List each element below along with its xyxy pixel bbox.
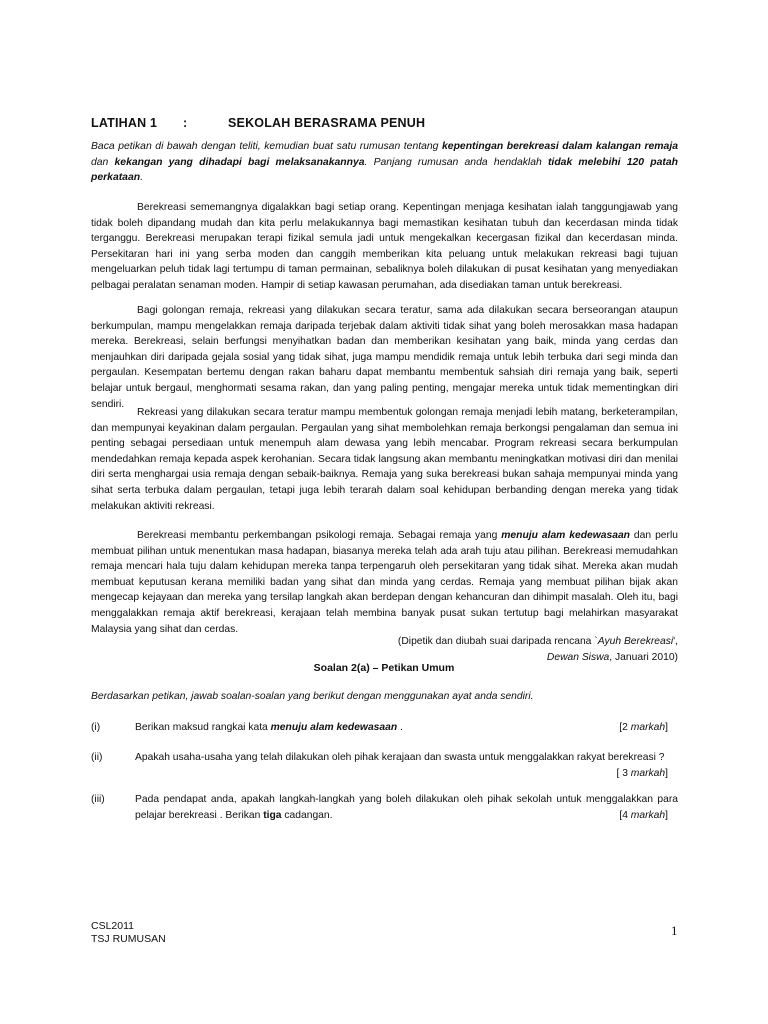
paragraph-2-text: Bagi golongan remaja, rekreasi yang dilakukan secara teratur, sama ada dilakukan secara berseorangan ataupun berkumpulan, mampu mengelakkan remaja daripada terjebak dalam aktiviti tidak sihat yang boleh merosakkan masa hadapan mereka. Berekreasi, selain berfungsi menyihatkan badan dan memberikan kesihatan yang baik, minda yang cerdas dan menjauhkan diri daripada gejala sosial yang tidak sihat, juga mampu mendidik remaja untuk lebih terbuka dari segi minda dan pergaulan. Kesempatan bertemu dengan rakan baharu dapat membantu membentuk sahsiah diri remaja yang baik, seperti belajar untuk bergaul, menghormati sesama rakan, dan yang paling penting, mengajar mereka untuk tidak mementingkan diri sendiri. <box>91 305 678 410</box>
citation-text-1: (Dipetik dan diubah suai daripada rencana ` <box>397 636 598 647</box>
question-text <box>135 792 678 824</box>
title-colon: : <box>183 116 188 130</box>
question-section-heading: Soalan 2(a) – Petikan Umum <box>313 662 455 674</box>
marks-label: markah <box>630 722 666 733</box>
citation-date: , Januari 2010) <box>609 651 678 663</box>
footer-label: TSJ RUMUSAN <box>91 932 166 945</box>
page-footer <box>91 920 166 945</box>
question-number: (iii) <box>91 794 105 805</box>
intro-emphasis-2: kekangan yang dihadapi bagi melaksanakannya <box>114 156 365 168</box>
question-text: Apakah usaha-usaha yang telah dilakukan oleh pihak kerajaan dan swasta untuk menggalakkan rakyat berekreasi ? <box>135 752 665 763</box>
question-emphasis: menuju alam kedewasaan <box>270 722 398 733</box>
citation-magazine: Dewan Siswa <box>546 651 610 663</box>
page-number: 1 <box>671 923 678 938</box>
question-marks <box>619 808 668 824</box>
question-text-part: Pada pendapat anda, apakah langkah-langkah yang boleh dilakukan oleh pihak sekolah untuk menggalakkan para pelajar berekreasi . Berikan <box>135 794 678 821</box>
marks-number: 3 <box>619 768 631 779</box>
paragraph-1-text: Berekreasi sememangnya digalakkan bagi setiap orang. Kepentingan menjaga kesihatan ialah tanggungjawab yang tidak boleh dipandang mudah dan kita perlu melakukannya bagi memastikan kesihatan tubuh dan kecerdasan minda tidak terganggu. Berekreasi merupakan terapi fizikal semula jadi untuk mengekalkan kecergasan fizikal dan kecerdasan minda. Persekitaran hari ini yang serba moden dan canggih memberikan kita peluang untuk melakukan rekreasi bagi tujuan mengeluarkan peluh tidak lagi tertumpu di taman permainan, sebaliknya boleh dilakukan di pusat kesihatan yang menyediakan pelbagai peralatan senaman moden. Hampir di setiap kawasan perumahan, ada disediakan taman untuk berekreasi. <box>91 202 678 291</box>
passage-paragraph-4 <box>91 528 678 637</box>
marks-number: 4 <box>622 810 631 821</box>
passage-paragraph-3 <box>91 405 678 514</box>
marks-bracket: ] <box>665 768 668 779</box>
marks-label: markah <box>630 810 666 821</box>
paragraph-4-text-a: Berekreasi membantu perkembangan psikologi remaja. Sebagai remaja yang <box>137 530 502 541</box>
question-instruction: Berdasarkan petikan, jawab soalan-soalan yang berikut dengan menggunakan ayat anda sendiri. <box>91 691 534 702</box>
marks-bracket: ] <box>665 722 668 733</box>
marks-bracket: [ <box>616 768 620 779</box>
exercise-number: LATIHAN 1 <box>91 116 158 130</box>
citation-article-title: Ayuh Berekreasi <box>597 636 674 647</box>
intro-text-2: dan <box>91 156 115 168</box>
citation-text-2: ', <box>673 636 678 647</box>
question-emphasis: tiga <box>263 810 282 821</box>
question-number: (ii) <box>91 752 103 763</box>
paragraph-3-text: Rekreasi yang dilakukan secara teratur mampu membentuk golongan remaja menjadi lebih matang, berketerampilan, dan mempunyai keyakinan dalam pergaulan. Pergaulan yang sihat membolehkan remaja berkongsi pengalaman dan semua ini penting sebagai persediaan untuk menempuh alam dewasa yang lebih mencabar. Program rekreasi secara berkumpulan mendedahkan remaja kepada aspek kerohanian. Secara tidak langsung akan membantu meningkatkan motivasi diri dan menilai diri serta menghargai usia remaja dengan sebaik-baiknya. Remaja yang suka berekreasi bukan sahaja mempunyai minda yang sihat serta terbuka dalam pergaulan, tetapi juga lebih terarah dalam soal kehidupan berbanding dengan mereka yang tidak melakukan aktiviti rekreasi. <box>91 407 678 512</box>
paragraph-4-emphasis: menuju alam kedewasaan <box>501 530 630 541</box>
marks-bracket: ] <box>665 810 668 821</box>
question-text-part: Berikan maksud rangkai kata <box>135 722 271 733</box>
question-text-part: cadangan. <box>281 810 333 821</box>
intro-text-4: . <box>140 172 143 183</box>
question-text <box>135 720 637 736</box>
school-name: SEKOLAH BERASRAMA PENUH <box>228 116 426 130</box>
intro-text-1: Baca petikan di bawah dengan teliti, kemudian buat satu rumusan tentang <box>91 141 443 152</box>
question-marks <box>619 720 668 736</box>
marks-bracket: [ <box>619 722 623 733</box>
question-marks <box>616 766 668 782</box>
passage-paragraph-1 <box>91 200 678 294</box>
citation-line-1 <box>258 634 678 650</box>
passage-paragraph-2 <box>91 303 678 412</box>
source-citation <box>258 634 678 665</box>
marks-label: markah <box>630 768 666 779</box>
intro-emphasis-1: kepentingan berekreasi dalam kalangan remaja <box>442 141 678 152</box>
question-number: (i) <box>91 722 101 733</box>
intro-text-3: . Panjang rumusan anda hendaklah <box>364 156 548 168</box>
paragraph-4-text-b: dan perlu membuat pilihan untuk menentukan masa hadapan, biasanya mereka telah ada arah tuju atau pilihan. Berekreasi memudahkan remaja mencari hala tuju dalam kehidupan mereka tanpa terpengaruh oleh persekitaran yang tidak sihat. Mereka akan mudah membuat keputusan kerana memiliki badan yang sihat dan minda yang cerdas. Remaja yang membuat pilihan bijak akan mengecap kejayaan dan mereka yang tersilap langkah akan berdepan dengan kehancuran dan dihimpit masalah. Oleh itu, bagi menggalakkan remaja aktif berekreasi, kerajaan telah membina banyak pusat sukan tertutup bagi melahirkan masyarakat Malaysia yang sihat dan cerdas. <box>91 530 678 635</box>
marks-number: 2 <box>622 722 628 733</box>
footer-code: CSL2011 <box>91 920 135 932</box>
marks-bracket: [ <box>619 810 623 821</box>
instruction-intro <box>91 139 678 186</box>
intro-emphasis-3: tidak melebihi 120 patah perkataan <box>91 156 678 183</box>
question-text-part: . <box>397 722 403 733</box>
